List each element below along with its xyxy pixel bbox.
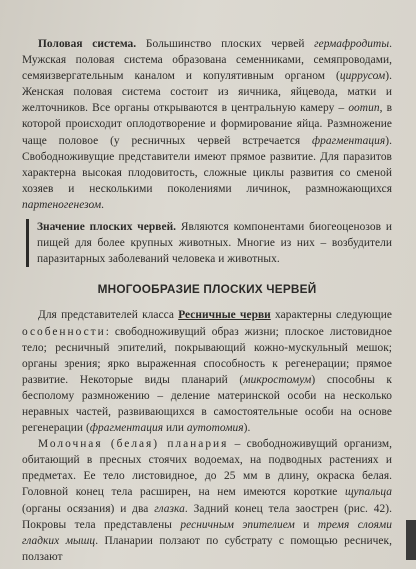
text-run: . Задний конец тела заострен (рис. 42). Покровы тела представлены bbox=[22, 502, 392, 531]
milk-planaria-paragraph bbox=[22, 436, 392, 565]
ciliated-worms-paragraph bbox=[22, 307, 392, 436]
text-run: Являются компонентами биогеоценозов и пищей для более крупных животных. Многие из них – возбудители паразитарных заболеваний человека и животных. bbox=[37, 221, 392, 266]
text-run: , в которой происходит оплодотворение и формирование яйца. Размножение чаще половое (у ресничных червей встречается bbox=[22, 102, 392, 147]
term-fragmentation: фрагментация bbox=[312, 134, 386, 147]
term-smooth-muscles: тремя слоями гладких мышц bbox=[22, 518, 392, 547]
term-milk-planaria: Молочная (белая) планария bbox=[38, 438, 229, 451]
term-ciliated-worms: Ресничные черви bbox=[178, 309, 271, 322]
text-run: . Планарии ползают по субстрату с помощью ресничек, ползают bbox=[22, 534, 392, 563]
term-cirrus: циррусом bbox=[339, 70, 386, 83]
text-run: ). Женская половая система состоит из яичника, яйцевода, матки и желточников. Все органы открываются в центральную камеру – bbox=[22, 70, 392, 115]
term-autotomy: аутотомия bbox=[186, 422, 244, 435]
term-eyespots: глазка bbox=[154, 502, 185, 515]
text-run: : свободноживущий образ жизни; плоское листовидное тело; ресничный эпителий, покрывающий кожно-мускульный мешок; органы зрения; ярко выраженная способность к регенерации; прямое развитие. Некоторые виды планарий ( bbox=[22, 325, 392, 386]
term-ciliated-epithelium: ресничным эпителием bbox=[180, 518, 295, 531]
reproductive-system-heading: Половая система. bbox=[38, 38, 137, 50]
term-tentacles: щупальца bbox=[345, 486, 392, 499]
term-hermaphrodites: гермафродиты bbox=[314, 38, 390, 50]
text-run: ). Свободноживущие представители имеют прямое развитие. Для паразитов характерна высокая плодовитость, сложные циклы развития со сменой хозяев и несколькими поколениями личинок, размножающихся bbox=[22, 134, 392, 195]
text-run: Для представителей класса bbox=[38, 309, 174, 322]
text-run: характерны следующие bbox=[275, 309, 392, 322]
text-run: ). bbox=[243, 422, 251, 435]
significance-box bbox=[26, 219, 392, 267]
reproductive-system-paragraph bbox=[22, 36, 392, 213]
term-microstomum: микростомум bbox=[243, 373, 312, 386]
page-edge-tab bbox=[406, 520, 416, 560]
text-run: (органы осязания) и два bbox=[22, 502, 149, 515]
section-title: МНОГООБРАЗИЕ ПЛОСКИХ ЧЕРВЕЙ bbox=[97, 282, 317, 297]
text-run: и bbox=[303, 518, 310, 531]
term-fragmentation-2: фрагментация bbox=[89, 422, 164, 435]
text-run: или bbox=[165, 422, 184, 435]
text-run: . Мужская половая система образована семенниками, семяпроводами, семяизвергательным каналом и копулятивным органом ( bbox=[22, 38, 392, 83]
term-features: особенности bbox=[22, 325, 106, 338]
significance-heading: Значение плоских червей. bbox=[37, 221, 177, 234]
term-ootype: оотип bbox=[348, 102, 380, 115]
term-parthenogenesis: партеногенезом bbox=[22, 198, 102, 211]
text-run: ) способны к бесполому размножению – деление материнской особи на несколько неравных частей, развивающихся в самостоятельные особи на основе регенерации ( bbox=[22, 373, 392, 435]
significance-paragraph bbox=[37, 219, 392, 267]
text-run: . bbox=[101, 198, 105, 211]
text-run: – свободноживущий организм, обитающий в пресных стоячих водоемах, на подводных растениях и предметах. Ее тело листовидное, до 25 мм в длину, окраска белая. Головной конец тела расширен, на нем имеются короткие bbox=[22, 438, 393, 499]
text-run: Большинство плоских червей bbox=[145, 38, 305, 50]
page-content bbox=[22, 36, 392, 565]
